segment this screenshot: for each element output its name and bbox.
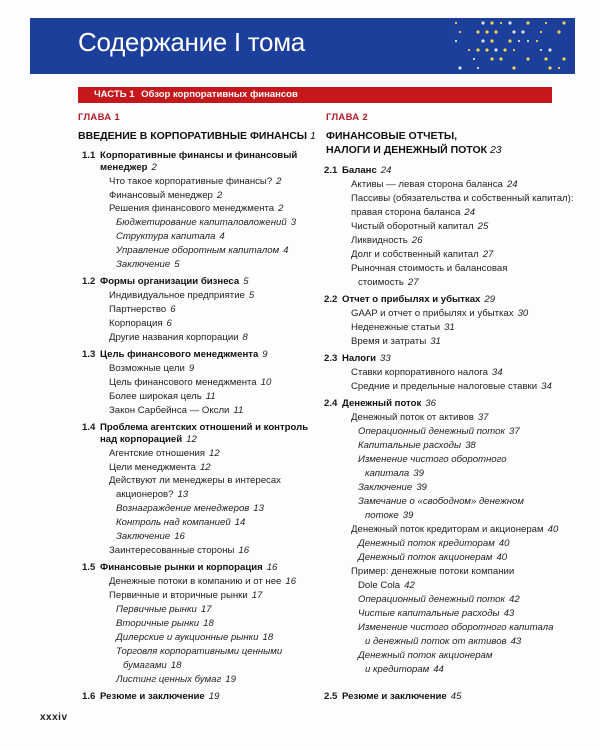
toc-entry-text: Другие названия корпорации	[109, 332, 239, 343]
toc-entry[interactable]	[351, 263, 507, 275]
toc-entry-page: 12	[186, 434, 197, 445]
toc-entry-text: Денежный поток акционерам	[358, 552, 493, 563]
toc-entry[interactable]	[358, 454, 507, 466]
toc-entry-text: Действуют ли менеджеры в интересах	[109, 475, 281, 486]
toc-entry-page: 27	[482, 249, 494, 260]
toc-entry[interactable]	[358, 552, 507, 564]
toc-entry-text: Чистый оборотный капитал	[351, 221, 474, 232]
toc-entry-page: 27	[407, 277, 419, 288]
toc-entry-page: 17	[251, 590, 263, 601]
toc-entry-text: Заключение	[358, 482, 413, 493]
decor-dot	[503, 48, 506, 51]
page-title: Содержание I тома	[78, 27, 305, 57]
decor-dot	[476, 48, 479, 51]
header-banner	[30, 18, 575, 74]
toc-entry-page: 5	[243, 276, 249, 287]
toc-entry[interactable]	[109, 203, 283, 215]
toc-entry-text: Операционный денежный поток	[358, 594, 505, 605]
toc-entry[interactable]	[351, 308, 528, 320]
toc-entry-text: Ликвидность	[351, 235, 408, 246]
decor-dot	[512, 30, 515, 33]
toc-entry-page: 18	[262, 632, 274, 643]
toc-entry-page: 31	[430, 336, 441, 347]
decor-dot	[558, 67, 560, 69]
toc-entry-page: 18	[170, 660, 182, 671]
toc-entry[interactable]	[109, 377, 271, 389]
toc-entry-page: 36	[425, 398, 436, 409]
toc-entry-page: 33	[380, 353, 391, 364]
chapter-2-title-page: 23	[489, 144, 502, 156]
toc-entry-page: 30	[517, 308, 529, 319]
toc-entry-page: 13	[177, 489, 189, 500]
toc-entry-page: 39	[416, 482, 427, 493]
toc-entry-page: 5	[248, 290, 255, 301]
chapter-1-title-page: 1	[310, 130, 316, 142]
toc-entry-page: 2	[278, 203, 284, 214]
decor-dot	[548, 66, 551, 69]
decor-dot	[527, 40, 529, 42]
toc-entry[interactable]	[351, 367, 503, 379]
toc-entry-text: Dole Cola	[358, 580, 401, 591]
toc-entry-text: Операционный денежный поток	[358, 426, 505, 437]
toc-entry-page: 45	[450, 691, 462, 702]
decor-dot	[536, 40, 538, 42]
toc-entry[interactable]	[109, 448, 220, 460]
toc-entry-page: 42	[508, 594, 520, 605]
toc-entry[interactable]	[351, 235, 422, 247]
toc-entry-text: Капитальные расходы	[358, 440, 462, 451]
toc-entry-text: Денежный поток	[342, 398, 422, 409]
toc-entry-text: Денежный поток акционерам	[358, 650, 493, 661]
toc-entry[interactable]	[351, 524, 558, 536]
toc-entry-text: Рыночная стоимость и балансовая	[351, 263, 508, 274]
toc-entry[interactable]	[116, 517, 245, 529]
toc-entry-text: Заключение	[116, 259, 171, 270]
toc-entry-page: 25	[477, 221, 489, 232]
toc-entry[interactable]	[109, 590, 262, 602]
toc-entry-text: Цель финансового менеджмента	[100, 349, 259, 360]
decor-dot	[477, 67, 479, 69]
decor-dot	[562, 21, 565, 24]
toc-entry-text: Листинг ценных бумаг	[116, 674, 222, 685]
toc-entry-page: 43	[510, 636, 522, 647]
toc-entry[interactable]	[116, 245, 289, 257]
toc-entry[interactable]	[109, 176, 282, 188]
decor-dot	[500, 22, 502, 24]
toc-entry-text: Индивидуальное предприятие	[109, 290, 245, 301]
toc-entry[interactable]	[358, 440, 476, 452]
chapter-1-label: ГЛАВА 1	[78, 112, 120, 123]
decor-dot	[508, 21, 511, 24]
toc-entry[interactable]	[109, 290, 254, 302]
toc-entry[interactable]	[116, 531, 185, 543]
toc-entry-page: 42	[404, 580, 415, 591]
section-number: 2.3	[324, 353, 338, 364]
toc-entry[interactable]	[358, 580, 415, 592]
toc-entry-text: Резюме и заключение	[100, 691, 205, 702]
decor-dot	[540, 31, 542, 33]
toc-entry[interactable]	[100, 691, 219, 703]
decorative-dots	[450, 18, 575, 74]
decor-dot	[458, 66, 461, 69]
toc-entry[interactable]	[351, 412, 488, 424]
chapter-1-title[interactable]	[78, 129, 316, 143]
toc-entry[interactable]	[109, 545, 249, 557]
toc-entry-text: Первичные рынки	[116, 604, 197, 615]
toc-entry[interactable]	[100, 562, 277, 574]
toc-entry-text: Пассивы (обязательства и собственный капитал):	[351, 193, 574, 204]
toc-entry-page: 2	[216, 190, 223, 201]
decor-dot	[459, 31, 461, 33]
toc-entry-text: Заключение	[116, 531, 171, 542]
decor-dot	[518, 40, 520, 42]
toc-entry-text: потоке	[365, 510, 399, 521]
toc-entry[interactable]	[342, 353, 391, 365]
chapter-2-title[interactable]	[326, 129, 502, 157]
toc-entry-page: 4	[283, 245, 289, 256]
toc-entry-text: Что такое корпоративные финансы?	[109, 176, 273, 187]
toc-entry[interactable]	[358, 426, 520, 438]
toc-entry[interactable]	[116, 231, 225, 243]
toc-entry-text: Торговля корпоративными ценными	[116, 646, 283, 657]
toc-entry-text: капитала	[365, 468, 410, 479]
toc-entry-page: 40	[547, 524, 559, 535]
toc-entry[interactable]	[116, 259, 180, 271]
toc-entry[interactable]	[109, 405, 243, 417]
toc-entry-text: Ставки корпоративного налога	[351, 367, 488, 378]
decor-dot	[476, 30, 479, 33]
toc-entry-text: Управление оборотным капиталом	[116, 245, 280, 256]
toc-entry-page: 2	[276, 176, 282, 187]
toc-entry-page: 39	[402, 510, 414, 521]
toc-entry-page: 13	[253, 503, 264, 514]
toc-entry-text: Денежный поток кредиторам и акционерам	[351, 524, 544, 535]
toc-entry[interactable]	[358, 277, 419, 289]
toc-entry-text: Отчет о прибылях и убытках	[342, 294, 481, 305]
toc-entry-page: 24	[506, 179, 518, 190]
toc-entry[interactable]	[116, 489, 188, 501]
toc-entry-page: 29	[484, 294, 496, 305]
toc-entry[interactable]	[342, 165, 391, 177]
section-number: 2.4	[324, 398, 338, 409]
toc-entry-text: Резюме и заключение	[342, 691, 447, 702]
toc-entry-text: GAAP и отчет о прибылях и убытках	[351, 308, 514, 319]
toc-entry-text: Дилерские и аукционные рынки	[116, 632, 259, 643]
section-number: 1.4	[82, 422, 96, 433]
decor-dot	[526, 21, 529, 24]
toc-entry[interactable]	[109, 190, 222, 202]
toc-entry-text: Вознаграждение менеджеров	[116, 503, 250, 514]
toc-entry-page: 24	[380, 165, 392, 176]
toc-entry[interactable]	[100, 276, 249, 288]
toc-entry[interactable]	[116, 217, 296, 229]
toc-entry-text: Денежный поток кредиторам	[358, 538, 495, 549]
section-number: 1.6	[82, 691, 96, 702]
toc-entry[interactable]	[123, 660, 181, 672]
decor-dot	[485, 30, 488, 33]
toc-entry[interactable]	[116, 632, 273, 644]
toc-entry[interactable]	[116, 618, 214, 630]
toc-entry-text: Заинтересованные стороны	[109, 545, 235, 556]
toc-entry-page: 44	[433, 664, 444, 675]
toc-entry[interactable]	[109, 475, 281, 487]
toc-entry-text: Решения финансового менеджмента	[109, 203, 275, 214]
chapter-2-title-line2: НАЛОГИ И ДЕНЕЖНЫЙ ПОТОК	[326, 144, 488, 156]
toc-entry-page: 9	[262, 349, 268, 360]
toc-entry[interactable]	[100, 422, 308, 434]
toc-entry-page: 3	[290, 217, 297, 228]
part-header	[78, 87, 552, 103]
toc-entry-page: 40	[496, 552, 508, 563]
decor-dot	[473, 58, 475, 60]
toc-entry[interactable]	[358, 622, 554, 634]
toc-entry-page: 5	[174, 259, 180, 270]
section-number: 2.1	[324, 165, 338, 176]
toc-entry-text: Возможные цели	[109, 363, 185, 374]
toc-entry-text: Денежные потоки в компанию и от нее	[109, 576, 282, 587]
toc-entry[interactable]	[116, 503, 264, 515]
toc-entry-text: Агентские отношения	[109, 448, 205, 459]
toc-entry-page: 24	[464, 207, 476, 218]
toc-entry-page: 37	[508, 426, 520, 437]
toc-entry-page: 16	[238, 545, 250, 556]
toc-entry-text: Чистые капитальные расходы	[358, 608, 500, 619]
toc-entry[interactable]	[109, 462, 211, 474]
toc-entry-text: и денежный поток от активов	[365, 636, 507, 647]
toc-entry[interactable]	[351, 207, 475, 219]
toc-entry-text: Неденежные статьи	[351, 322, 441, 333]
decor-dot	[468, 49, 470, 51]
section-number: 1.2	[82, 276, 96, 287]
toc-entry-text: над корпорацией	[100, 434, 183, 445]
toc-entry-page: 37	[477, 412, 489, 423]
decor-dot	[490, 21, 493, 24]
toc-entry[interactable]	[351, 381, 552, 393]
toc-entry-text: Цели менеджмента	[109, 462, 196, 473]
toc-entry-page: 19	[208, 691, 220, 702]
toc-entry-page: 10	[260, 377, 272, 388]
decor-dot	[494, 30, 497, 33]
toc-entry-page: 39	[413, 468, 424, 479]
chapter-1-title-text: ВВЕДЕНИЕ В КОРПОРАТИВНЫЕ ФИНАНСЫ	[78, 130, 308, 142]
decor-dot	[526, 57, 529, 60]
toc-entry-text: Налоги	[342, 353, 376, 364]
decor-dot	[521, 30, 524, 33]
toc-entry-page: 11	[205, 391, 216, 402]
toc-entry-text: бумагами	[123, 660, 167, 671]
toc-entry-text: Более широкая цель	[109, 391, 202, 402]
decor-dot	[490, 39, 493, 42]
toc-entry-text: Корпоративные финансы и финансовый	[100, 150, 298, 161]
decor-dot	[455, 22, 457, 24]
toc-entry-page: 38	[465, 440, 476, 451]
decor-dot	[548, 48, 551, 51]
toc-entry-page: 6	[170, 304, 176, 315]
toc-entry[interactable]	[358, 608, 514, 620]
decor-dot	[455, 40, 457, 42]
part-title: Обзор корпоративных финансов	[141, 89, 298, 100]
toc-entry[interactable]	[351, 566, 514, 578]
toc-entry[interactable]	[351, 249, 493, 261]
toc-entry-text: Изменение чистого оборотного капитала	[358, 622, 554, 633]
toc-entry[interactable]	[365, 468, 424, 480]
toc-entry[interactable]	[358, 538, 509, 550]
toc-entry-page: 11	[233, 405, 244, 416]
toc-entry-text: Время и затраты	[351, 336, 427, 347]
section-number: 2.5	[324, 691, 338, 702]
toc-entry[interactable]	[358, 496, 524, 508]
decor-dot	[485, 48, 488, 51]
toc-entry-page: 19	[225, 674, 236, 685]
toc-entry[interactable]	[358, 594, 520, 606]
decor-dot	[512, 66, 515, 69]
toc-entry-page: 9	[188, 363, 195, 374]
toc-entry-page: 34	[491, 367, 503, 378]
toc-entry-page: 8	[242, 332, 248, 343]
toc-entry[interactable]	[109, 576, 296, 588]
toc-entry[interactable]	[100, 349, 268, 361]
toc-entry-text: акционеров?	[116, 489, 174, 500]
toc-entry-page: 18	[203, 618, 214, 629]
toc-entry-page: 26	[411, 235, 423, 246]
toc-entry[interactable]	[365, 636, 521, 648]
toc-entry[interactable]	[100, 162, 157, 174]
toc-entry-page: 17	[200, 604, 212, 615]
decor-dot	[545, 22, 547, 24]
toc-entry-text: Проблема агентских отношений и контроль	[100, 422, 309, 433]
decor-dot	[481, 39, 484, 42]
toc-entry-text: стоимость	[358, 277, 404, 288]
toc-entry-text: Вторичные рынки	[116, 618, 200, 629]
toc-entry[interactable]	[100, 150, 297, 162]
toc-entry[interactable]	[358, 650, 492, 662]
section-number: 1.3	[82, 349, 96, 360]
decor-dot	[490, 57, 493, 60]
toc-entry[interactable]	[342, 398, 436, 410]
decor-dot	[562, 57, 565, 60]
toc-entry[interactable]	[109, 332, 248, 344]
toc-entry[interactable]	[351, 179, 518, 191]
decor-dot	[544, 57, 547, 60]
toc-entry-text: Изменение чистого оборотного	[358, 454, 507, 465]
toc-entry-page: 16	[285, 576, 297, 587]
toc-entry[interactable]	[109, 304, 176, 316]
toc-entry-page: 34	[541, 381, 552, 392]
decor-dot	[540, 49, 542, 51]
toc-entry-text: Денежный поток от активов	[351, 412, 474, 423]
toc-entry-text: Долг и собственный капитал	[351, 249, 479, 260]
toc-entry[interactable]	[351, 221, 488, 233]
page-number: xxxiv	[40, 712, 68, 723]
toc-entry-page: 14	[234, 517, 246, 528]
part-label: ЧАСТЬ 1	[94, 89, 135, 100]
toc-entry[interactable]	[351, 336, 441, 348]
toc-entry-text: Цель финансового менеджмента	[109, 377, 257, 388]
toc-entry-text: Средние и предельные налоговые ставки	[351, 381, 538, 392]
section-number: 1.1	[82, 150, 96, 161]
toc-entry-text: Замечание о «свободном» денежном	[358, 496, 524, 507]
toc-entry[interactable]	[109, 391, 216, 403]
toc-entry-text: и кредиторам	[365, 664, 430, 675]
toc-entry-page: 16	[266, 562, 278, 573]
toc-entry-page: 12	[209, 448, 220, 459]
toc-entry-text: Формы организации бизнеса	[100, 276, 240, 287]
chapter-2-title-line1: ФИНАНСОВЫЕ ОТЧЕТЫ,	[326, 130, 458, 142]
toc-entry-text: Закон Сарбейнса — Оксли	[109, 405, 230, 416]
toc-entry[interactable]	[116, 674, 236, 686]
toc-entry[interactable]	[342, 691, 461, 703]
section-number: 2.2	[324, 294, 338, 305]
toc-entry-page: 40	[498, 538, 510, 549]
toc-entry-text: Структура капитала	[116, 231, 216, 242]
toc-entry-text: Первичные и вторичные рынки	[109, 590, 248, 601]
toc-entry[interactable]	[365, 664, 444, 676]
toc-entry[interactable]	[116, 646, 282, 658]
toc-entry-text: менеджер	[100, 162, 148, 173]
decor-dot	[481, 21, 484, 24]
toc-entry[interactable]	[109, 363, 194, 375]
decor-dot	[508, 39, 511, 42]
toc-entry-page: 43	[503, 608, 515, 619]
toc-entry-text: Баланс	[342, 165, 377, 176]
toc-entry-page: 6	[166, 318, 172, 329]
toc-entry-text: правая сторона баланса	[351, 207, 461, 218]
section-number: 1.5	[82, 562, 96, 573]
decor-dot	[557, 30, 560, 33]
toc-entry[interactable]	[116, 604, 211, 616]
toc-entry-text: Бюджетирование капиталовложений	[116, 217, 287, 228]
decor-dot	[494, 48, 497, 51]
toc-entry[interactable]	[351, 193, 574, 205]
toc-entry[interactable]	[342, 294, 495, 306]
toc-entry-page: 12	[199, 462, 211, 473]
toc-entry-page: 2	[151, 162, 157, 173]
toc-entry[interactable]	[100, 434, 197, 446]
toc-entry-text: Корпорация	[109, 318, 163, 329]
toc-entry-page: 31	[444, 322, 455, 333]
toc-entry[interactable]	[358, 482, 427, 494]
decor-dot	[499, 57, 502, 60]
toc-entry-text: Пример: денежные потоки компании	[351, 566, 515, 577]
decor-dot	[513, 49, 515, 51]
toc-entry[interactable]	[351, 322, 455, 334]
toc-entry[interactable]	[109, 318, 172, 330]
toc-entry-text: Финансовые рынки и корпорация	[100, 562, 263, 573]
toc-entry[interactable]	[365, 510, 413, 522]
toc-entry-text: Финансовый менеджер	[109, 190, 213, 201]
toc-entry-page: 16	[174, 531, 185, 542]
toc-entry-text: Активы — левая сторона баланса	[351, 179, 503, 190]
toc-entry-text: Партнерство	[109, 304, 167, 315]
toc-entry-text: Контроль над компанией	[116, 517, 231, 528]
chapter-2-label: ГЛАВА 2	[326, 112, 368, 123]
toc-entry-page: 4	[219, 231, 225, 242]
